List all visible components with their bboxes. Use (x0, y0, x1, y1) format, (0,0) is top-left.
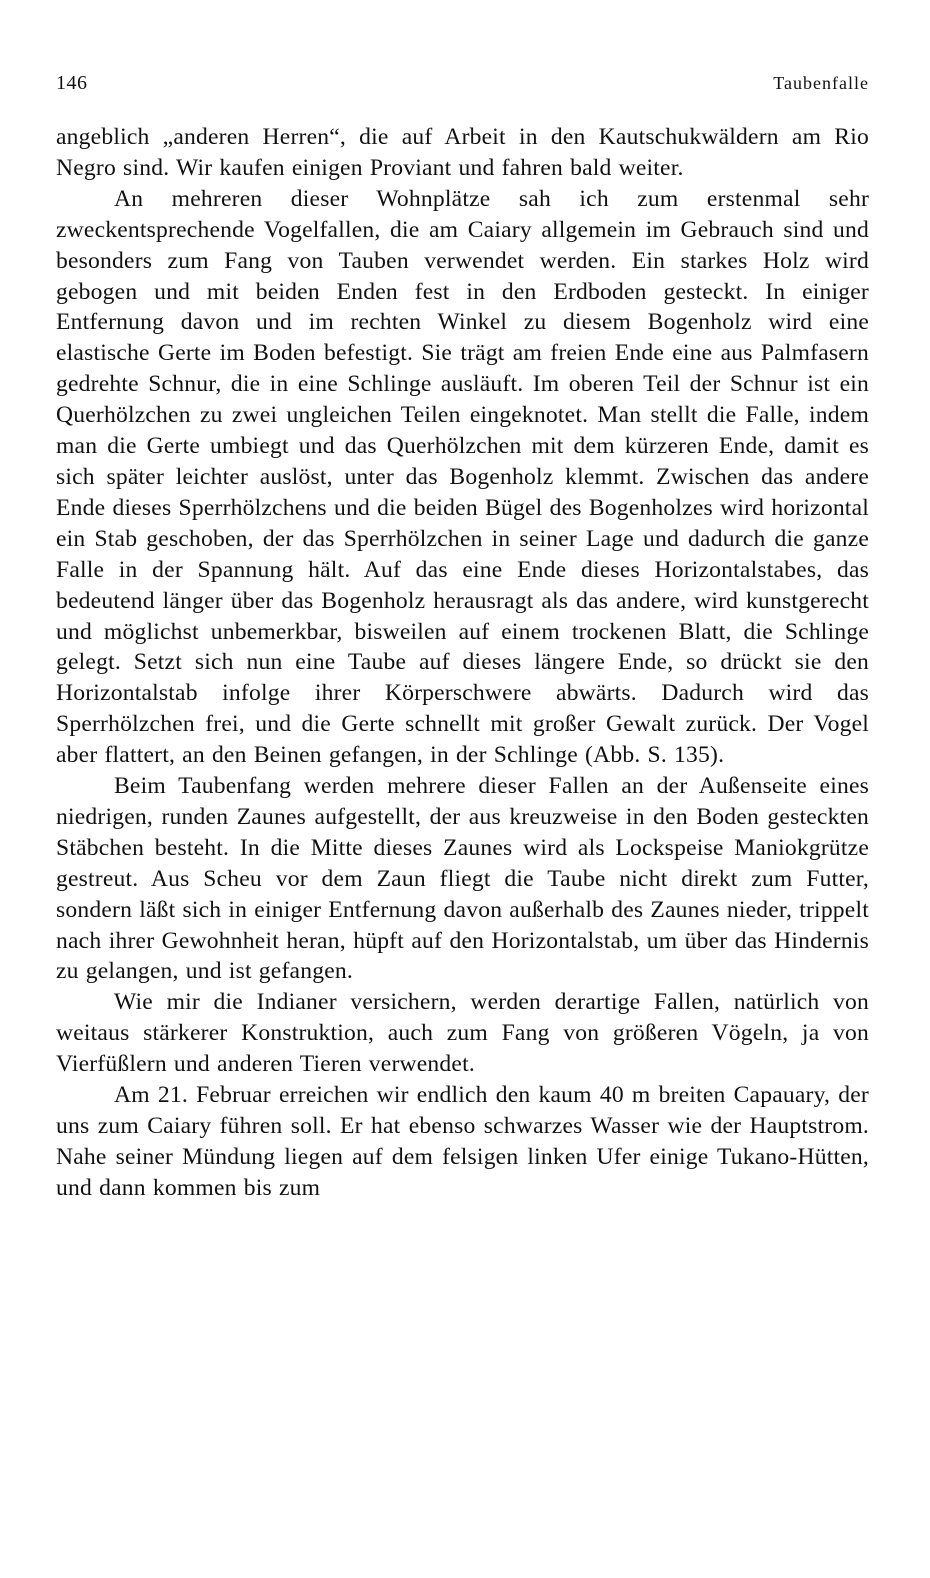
paragraph: An mehreren dieser Wohnplätze sah ich zum erstenmal sehr zweckentsprechende Vogelfallen, die am Caiary allgemein im Gebrauch sind und besonders zum Fang von Tauben verwendet werden. Ein starkes Holz wird gebogen und mit beiden Enden fest in den Erdboden gesteckt. In einiger Entfernung davon und im rechten Winkel zu diesem Bogenholz wird eine elastische Gerte im Boden befestigt. Sie trägt am freien Ende eine aus Palmfasern gedrehte Schnur, die in eine Schlinge ausläuft. Im oberen Teil der Schnur ist ein Querhölzchen zu zwei ungleichen Teilen eingeknotet. Man stellt die Falle, indem man die Gerte umbiegt und das Querhölzchen mit dem kürzeren Ende, damit es sich später leichter auslöst, unter das Bogenholz klemmt. Zwischen das andere Ende dieses Sperrhölzchens und die beiden Bügel des Bogenholzes wird horizontal ein Stab geschoben, der das Sperrhölzchen in seiner Lage und dadurch die ganze Falle in der Spannung hält. Auf das eine Ende dieses Horizontalstabes, das bedeutend länger über das Bogenholz herausragt als das andere, wird kunstgerecht und möglichst unbemerkbar, bisweilen auf einem trockenen Blatt, die Schlinge gelegt. Setzt sich nun eine Taube auf dieses längere Ende, so drückt sie den Horizontalstab infolge ihrer Körperschwere abwärts. Dadurch wird das Sperrhölzchen frei, und die Gerte schnellt mit großer Gewalt zurück. Der Vogel aber flattert, an den Beinen gefangen, in der Schlinge (Abb. S. 135). (56, 185, 869, 769)
paragraph: Wie mir die Indianer versichern, werden derartige Fallen, natürlich von weitaus stärkerer Konstruktion, auch zum Fang von größeren Vögeln, ja von Vierfüßlern und anderen Tieren verwendet. (56, 989, 869, 1078)
body-text (56, 122, 869, 1204)
book-page (56, 72, 869, 1204)
paragraph: angeblich „anderen Herren“, die auf Arbeit in den Kautschukwäldern am Rio Negro sind. Wir kaufen einigen Proviant und fahren bald weiter. (56, 124, 869, 181)
paragraph: Beim Taubenfang werden mehrere dieser Fallen an der Außenseite eines niedrigen, runden Zaunes aufgestellt, der aus kreuzweise in den Boden gesteckten Stäbchen besteht. In die Mitte dieses Zaunes wird als Lockspeise Maniokgrütze gestreut. Aus Scheu vor dem Zaun fliegt die Taube nicht direkt zum Futter, sondern läßt sich in einiger Entfernung davon außerhalb des Zaunes nieder, trippelt nach ihrer Gewohnheit heran, hüpft auf den Horizontalstab, um über das Hindernis zu gelangen, und ist gefangen. (56, 773, 869, 985)
page-number: 146 (56, 72, 88, 94)
running-title: Taubenfalle (773, 73, 869, 93)
running-head (56, 72, 869, 106)
paragraph: Am 21. Februar erreichen wir endlich den kaum 40 m breiten Capauary, der uns zum Caiary führen soll. Er hat ebenso schwarzes Wasser wie der Hauptstrom. Nahe seiner Mündung liegen auf dem felsigen linken Ufer einige Tukano-Hütten, und dann kommen bis zum (56, 1082, 869, 1201)
